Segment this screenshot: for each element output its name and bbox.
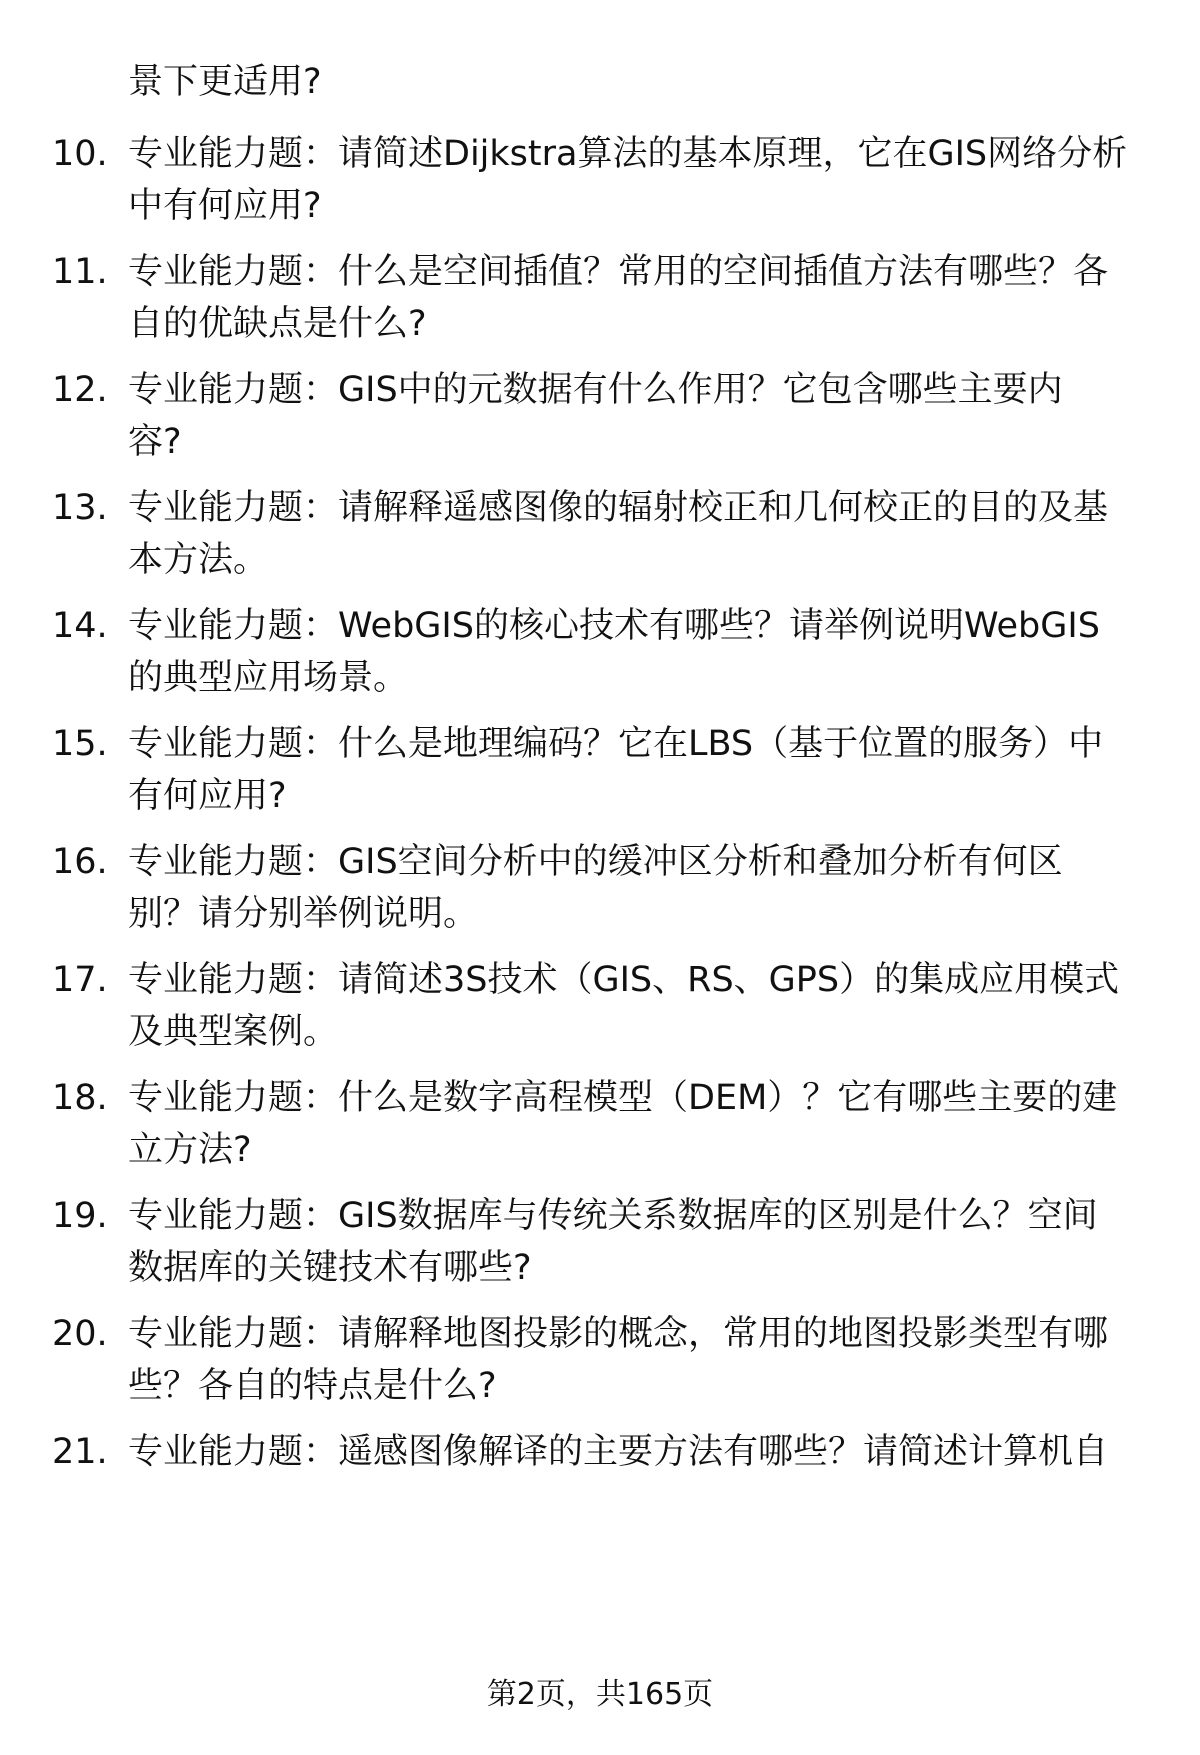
question-number: 20. bbox=[52, 1314, 108, 1354]
question-line: 别？请分别举例说明。 bbox=[128, 894, 479, 934]
question-line: 专业能力题：什么是数字高程模型（DEM）？它有哪些主要的建 bbox=[128, 1078, 1118, 1118]
question-text bbox=[128, 1072, 1158, 1176]
question-line: 专业能力题：请解释遥感图像的辐射校正和几何校正的目的及基 bbox=[128, 488, 1109, 528]
question-number: 18. bbox=[52, 1078, 108, 1118]
question-line: 专业能力题：GIS中的元数据有什么作用？它包含哪些主要内 bbox=[128, 370, 1063, 410]
question-line: 专业能力题：WebGIS的核心技术有哪些？请举例说明WebGIS bbox=[128, 606, 1100, 646]
question-line: 自的优缺点是什么? bbox=[128, 304, 427, 344]
question-line: 专业能力题：GIS空间分析中的缓冲区分析和叠加分析有何区 bbox=[128, 842, 1063, 882]
question-text bbox=[128, 718, 1158, 822]
question-line: 专业能力题：请简述3S技术（GIS、RS、GPS）的集成应用模式 bbox=[128, 960, 1120, 1000]
question-text bbox=[128, 1190, 1158, 1294]
question-text bbox=[128, 836, 1158, 940]
question-text bbox=[128, 600, 1158, 704]
question-line: 有何应用? bbox=[128, 776, 287, 816]
question-number: 10. bbox=[52, 134, 108, 174]
question-number: 19. bbox=[52, 1196, 108, 1236]
page-footer bbox=[0, 1673, 1200, 1717]
question-line: 立方法? bbox=[128, 1130, 252, 1170]
question-line: 的典型应用场景。 bbox=[128, 658, 409, 698]
question-number: 12. bbox=[52, 370, 108, 410]
question-line: 本方法。 bbox=[128, 540, 269, 580]
question-text bbox=[128, 954, 1158, 1058]
question-number: 21. bbox=[52, 1432, 108, 1472]
question-number: 17. bbox=[52, 960, 108, 1000]
question-line: 专业能力题：什么是地理编码？它在LBS（基于位置的服务）中 bbox=[128, 724, 1104, 764]
page-number-label: 第2页，共165页 bbox=[486, 1677, 714, 1712]
question-line: 专业能力题：什么是空间插值？常用的空间插值方法有哪些？各 bbox=[128, 252, 1109, 292]
question-text bbox=[128, 364, 1158, 468]
question-line: 及典型案例。 bbox=[128, 1012, 339, 1052]
question-text bbox=[128, 1426, 1158, 1478]
question-line: 专业能力题：请简述Dijkstra算法的基本原理，它在GIS网络分析 bbox=[128, 134, 1128, 174]
question-line: 中有何应用? bbox=[128, 186, 322, 226]
question-text bbox=[128, 246, 1158, 350]
question-text bbox=[128, 128, 1158, 232]
question-text bbox=[128, 482, 1158, 586]
question-line: 数据库的关键技术有哪些? bbox=[128, 1248, 532, 1288]
question-number: 15. bbox=[52, 724, 108, 764]
question-line: 专业能力题：遥感图像解译的主要方法有哪些？请简述计算机自 bbox=[128, 1432, 1109, 1472]
question-line: 专业能力题：请解释地图投影的概念，常用的地图投影类型有哪 bbox=[128, 1314, 1109, 1354]
question-line: 容? bbox=[128, 422, 182, 462]
question-number: 14. bbox=[52, 606, 108, 646]
question-line: 专业能力题：GIS数据库与传统关系数据库的区别是什么？空间 bbox=[128, 1196, 1098, 1236]
question-number: 13. bbox=[52, 488, 108, 528]
question-number: 11. bbox=[52, 252, 108, 292]
question-text bbox=[128, 1308, 1158, 1412]
question-line: 些？各自的特点是什么? bbox=[128, 1366, 497, 1406]
question-number: 16. bbox=[52, 842, 108, 882]
continuation-text: 景下更适用? bbox=[128, 62, 322, 102]
